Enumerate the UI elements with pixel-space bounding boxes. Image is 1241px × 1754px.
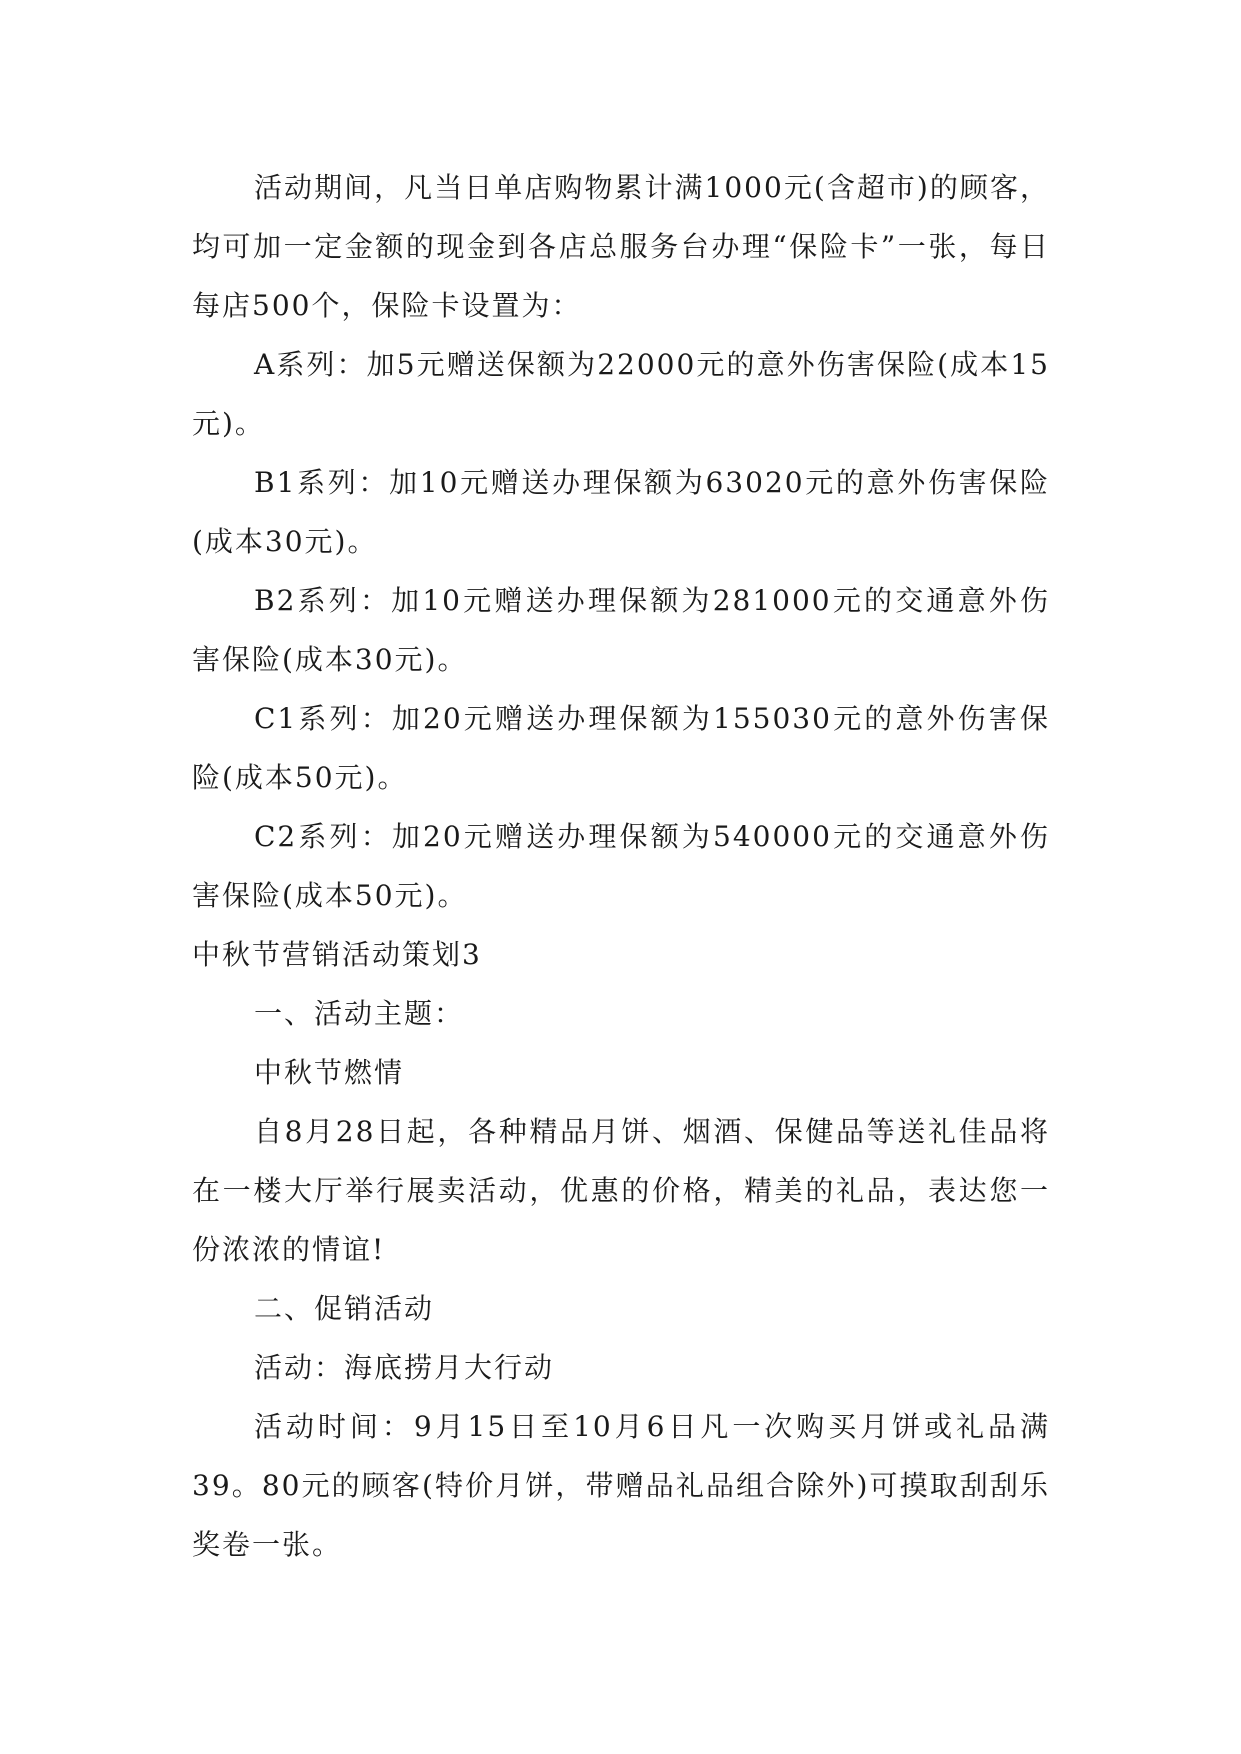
paragraph-activity-period: 活动期间，凡当日单店购物累计满1000元(含超市)的顾客，均可加一定金额的现金到各店总服务台办理“保险卡”一张，每日每店500个，保险卡设置为： — [192, 171, 1050, 322]
paragraph-series-c2: C2系列：加20元赠送办理保额为540000元的交通意外伤害保险(成本50元)。 — [192, 820, 1050, 912]
paragraph-theme: 中秋节燃情 — [254, 1056, 405, 1089]
paragraph-series-c1: C1系列：加20元赠送办理保额为155030元的意外伤害保险(成本50元)。 — [192, 702, 1050, 794]
section-title: 中秋节营销活动策划3 — [192, 938, 482, 971]
paragraph-series-a: A系列：加5元赠送保额为22000元的意外伤害保险(成本15元)。 — [192, 348, 1050, 440]
document-body — [192, 158, 1050, 1574]
paragraph-series-b2: B2系列：加10元赠送办理保额为281000元的交通意外伤害保险(成本30元)。 — [192, 584, 1050, 676]
paragraph-series-b1: B1系列：加10元赠送办理保额为63020元的意外伤害保险(成本30元)。 — [192, 466, 1050, 558]
paragraph-promotion-time: 活动时间：9月15日至10月6日凡一次购买月饼或礼品满39。80元的顾客(特价月饼，带赠品礼品组合除外)可摸取刮刮乐奖卷一张。 — [192, 1410, 1050, 1561]
paragraph-promotion-heading: 二、促销活动 — [254, 1292, 435, 1325]
paragraph-theme-heading: 一、活动主题： — [254, 997, 465, 1030]
paragraph-exhibition: 自8月28日起，各种精品月饼、烟酒、保健品等送礼佳品将在一楼大厅举行展卖活动，优惠的价格，精美的礼品，表达您一份浓浓的情谊! — [192, 1115, 1050, 1266]
paragraph-promotion-name: 活动：海底捞月大行动 — [254, 1351, 555, 1384]
